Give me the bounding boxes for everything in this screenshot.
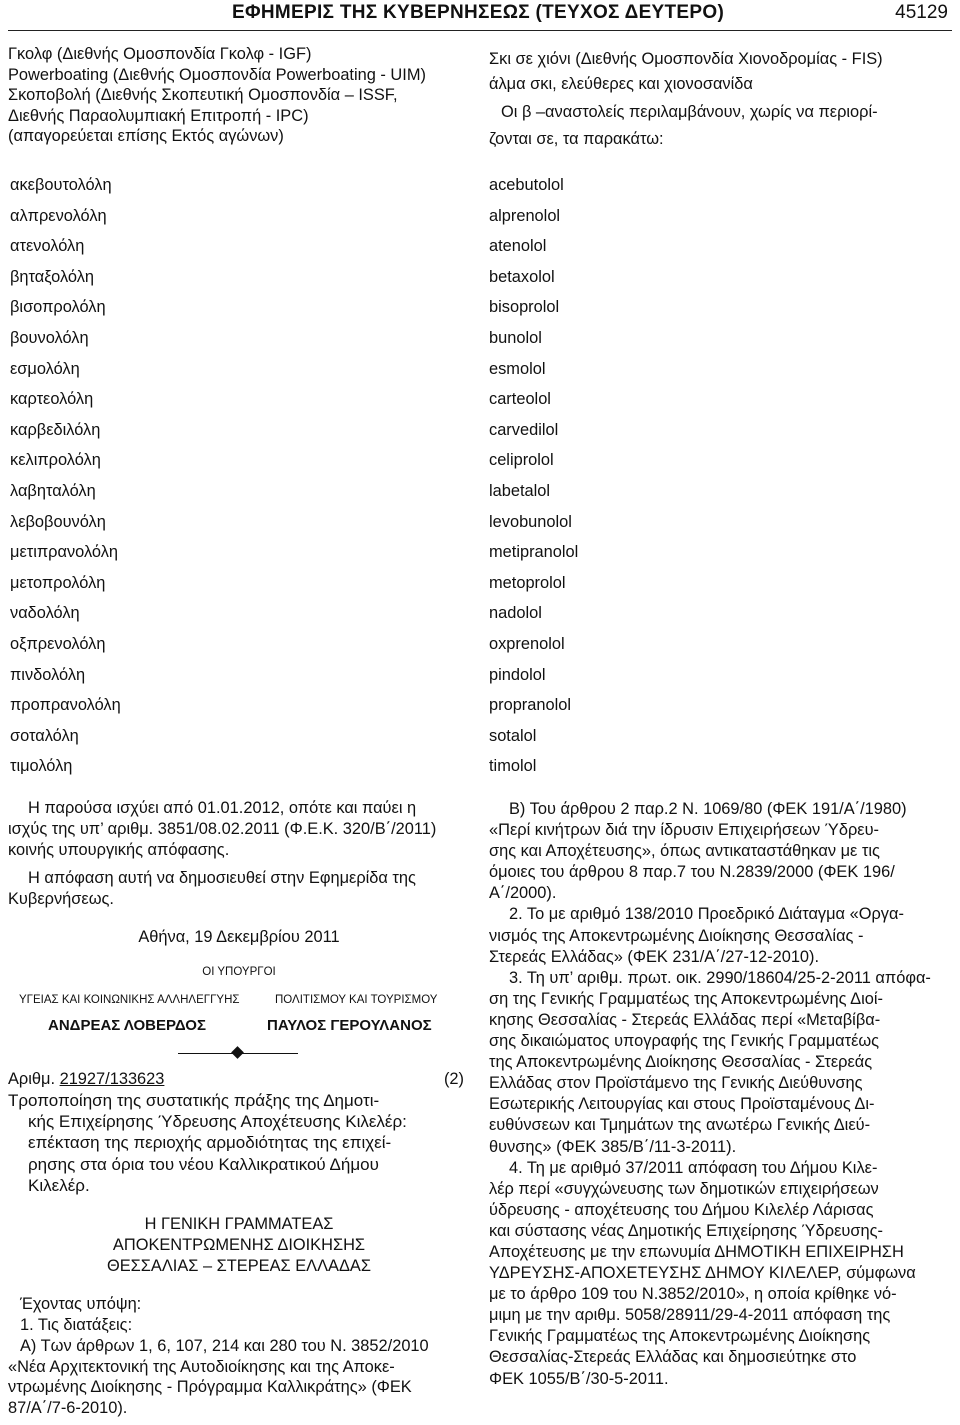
drug-list-item: ακεβουτολόλη: [10, 176, 112, 194]
body-line: ΦΕΚ 1055/Β΄/30-5-2011.: [489, 1369, 669, 1388]
body-line: Β) Του άρθρου 2 παρ.2 Ν. 1069/80 (ΦΕΚ 191/Α΄/1980): [509, 800, 907, 818]
body-line: ση της Γενικής Γραμματέως της Αποκεντρωμένης Διοί-: [489, 989, 883, 1008]
drug-list-item: μετιπρανολόλη: [10, 543, 119, 562]
decision-title: [8, 1090, 470, 1196]
signatory-right-role: ΠΟΛΙΤΙΣΜΟΥ ΚΑΙ ΤΟΥΡΙΣΜΟΥ: [275, 994, 438, 1006]
body-line: με το άρθρο 109 του Ν.3852/2010», η οποία κρίθηκε νό-: [489, 1285, 897, 1304]
drug-list-item: metoprolol: [489, 573, 566, 592]
body-line: 3. Τη υπ’ αριθμ. πρωτ. οικ. 2990/18604/25-2-2011 απόφα-: [509, 968, 931, 987]
decision-title-line: Τροποποίηση της συστατικής πράξης της Δημοτι-: [8, 1091, 380, 1110]
drug-list-item: εσμολόλη: [10, 359, 80, 378]
body-line: ευθύνσεων και Τμημάτων της ανωτέρω Γενικής Διεύ-: [489, 1116, 871, 1135]
item-a-line: «Νέα Αρχιτεκτονική της Αυτοδιοίκησης και της Αποκε-: [8, 1357, 395, 1376]
body-line: νισμός της Αποκεντρωμένης Διοίκησης Θεσσαλίας -: [489, 926, 864, 945]
header-rule: [8, 30, 952, 31]
body-line: Εσωτερικής Λειτουργίας και στους Προϊσταμένους Δι-: [489, 1095, 875, 1114]
drug-list-item: αλπρενολόλη: [10, 206, 107, 225]
drug-list-greek: [10, 170, 121, 782]
decision-title-line: ρησης στα όρια του νέου Καλλικρατικού Δήμου: [28, 1154, 379, 1174]
item-a-line: ντρωμένης Διοίκησης - Πρόγραμμα Καλλικράτης» (ΦΕΚ: [8, 1378, 412, 1397]
decision-title-line: Κιλελέρ.: [28, 1175, 90, 1195]
authority-block: [8, 1214, 470, 1277]
drug-list-item: sotalol: [489, 726, 537, 745]
body-line: μιμη με την αριθμ. 5058/28911/29-4-2011 απόφαση της: [489, 1306, 891, 1325]
publish-cont: [8, 889, 470, 910]
signatory-left-role: ΥΓΕΙΑΣ ΚΑΙ ΚΟΙΝΩΝΙΚΗΣ ΑΛΛΗΛΕΓΓΥΗΣ: [19, 994, 240, 1006]
drug-list-item: oxprenolol: [489, 634, 565, 653]
drug-list-item: ατενολόλη: [10, 237, 85, 256]
body-line: λέρ περί «συγχώνευσης των δημοτικών επιχειρήσεων: [489, 1179, 879, 1198]
intro-line: Γκολφ (Διεθνής Ομοσπονδία Γκολφ - IGF): [8, 45, 312, 63]
body-line: Γενικής Γραμματέως της Αποκεντρωμένης Διοίκησης: [489, 1327, 871, 1346]
right-body: [489, 799, 952, 1390]
validity-line: Η παρούσα ισχύει από 01.01.2012, οπότε και παύει η: [28, 799, 417, 817]
body-line: όμοιες του άρθρου 8 παρ.7 του Ν.2839/2000 (ΦΕΚ 196/: [489, 863, 895, 882]
body-line: Ελλάδας στον Προϊστάμενο της Γενικής Διεύθυνσης: [489, 1074, 863, 1093]
drug-list-item: bunolol: [489, 328, 542, 347]
body-line: ύδρευσης - αποχέτευσης του Δήμου Κιλελέρ Λάρισας: [489, 1200, 874, 1219]
decision-number-prefix: Αριθμ.: [8, 1070, 56, 1088]
drug-list-item: βισοπρολόλη: [10, 298, 106, 317]
decision-title-line: επέκταση της περιοχής αρμοδιότητας της επιχεί-: [28, 1133, 392, 1153]
right-intro: [489, 47, 952, 152]
page-header: [0, 0, 960, 30]
publish-line: Κυβερνήσεως.: [8, 890, 114, 908]
gazette-title: ΕΦΗΜΕΡΙΣ ΤΗΣ ΚΥΒΕΡΝΗΣΕΩΣ (ΤΕΥΧΟΣ ΔΕΥΤΕΡΟ): [232, 2, 725, 23]
body-line: Α΄/2000).: [489, 884, 557, 903]
having-regard: Έχοντας υπόψη:: [20, 1295, 142, 1313]
validity-line: ισχύς της υπ’ αριθμ. 3851/08.02.2011 (Φ.Ε.Κ. 320/Β΄/2011): [8, 820, 437, 838]
authority-line: ΑΠΟΚΕΝΤΡΩΜΕΝΗΣ ΔΙΟΙΚΗΣΗΣ: [112, 1236, 366, 1254]
drug-list-item: labetalol: [489, 481, 551, 500]
drug-list-item: pindolol: [489, 665, 546, 684]
intro-line: Διεθνής Παραολυμπιακή Επιτροπή - IPC): [8, 106, 309, 125]
drug-list-item: timolol: [489, 757, 537, 776]
drug-list-item: τιμολόλη: [10, 757, 73, 776]
intro-line: Powerboating (Διεθνής Ομοσπονδία Powerboating - UIM): [8, 65, 426, 84]
drug-list-item: propranolol: [489, 696, 572, 715]
ministers-label: ΟΙ ΥΠΟΥΡΓΟΙ: [202, 966, 276, 978]
drug-list-latin: [489, 170, 578, 782]
drug-list-item: carteolol: [489, 390, 551, 409]
drug-list-item: levobunolol: [489, 512, 572, 531]
date-line: Αθήνα, 19 Δεκεμβρίου 2011: [138, 928, 340, 946]
drug-list-item: metipranolol: [489, 543, 579, 562]
body-line: και σύστασης νέας Δημοτικής Επιχείρησης Ύδρευσης-: [489, 1221, 883, 1240]
drug-list-item: atenolol: [489, 237, 547, 256]
provisions-item: 1. Τις διατάξεις:: [20, 1316, 133, 1334]
body-line: Στερεάς Ελλάδας» (ΦΕΚ 231/Α΄/27-12-2010).: [489, 947, 820, 966]
publish-line: Η απόφαση αυτή να δημοσιευθεί στην Εφημερίδα της: [28, 869, 416, 887]
drug-list-item: βηταξολόλη: [10, 267, 95, 286]
left-intro: [8, 44, 470, 147]
signatory-right-name: ΠΑΥΛΟΣ ΓΕΡΟΥΛΑΝΟΣ: [267, 1017, 432, 1034]
drug-list-item: κελιπρολόλη: [10, 451, 101, 470]
drug-list-item: μετοπρολόλη: [10, 573, 106, 592]
body-line: 4. Τη με αριθμό 37/2011 απόφαση του Δήμου Κιλε-: [509, 1158, 878, 1177]
drug-list-item: καρβεδιλόλη: [10, 420, 101, 439]
validity-line: κοινής υπουργικής απόφασης.: [8, 840, 230, 859]
body-line: ΥΔΡΕΥΣΗΣ-ΑΠΟΧΕΤΕΥΣΗΣ ΔΗΜΟΥ ΚΙΛΕΛΕΡ, σύμφωνα: [489, 1264, 916, 1283]
item-a-line: 87/Α΄/7-6-2010).: [8, 1398, 128, 1417]
intro-line: Σκι σε χιόνι (Διεθνής Ομοσπονδία Χιονοδρομίας - FIS): [489, 50, 883, 68]
drug-list-item: carvedilol: [489, 420, 559, 439]
body-line: σης και Αποχέτευσης», όπως αντικαταστάθηκαν με τις: [489, 842, 880, 861]
intro-line: Σκοποβολή (Διεθνής Σκοπευτική Ομοσπονδία – ISSF,: [8, 86, 398, 105]
item-a: [8, 1336, 470, 1418]
item-a-line: Α) Των άρθρων 1, 6, 107, 214 και 280 του Ν. 3852/2010: [20, 1337, 429, 1355]
validity-cont: [8, 819, 470, 860]
drug-list-item: ναδολόλη: [10, 604, 80, 623]
drug-list-item: esmolol: [489, 359, 546, 378]
drug-list-item: alprenolol: [489, 206, 561, 225]
publish-paragraph: [28, 868, 470, 889]
drug-list-item: καρτεολόλη: [10, 390, 94, 409]
validity-paragraph: [28, 798, 470, 819]
body-line: της Αποκεντρωμένης Διοίκησης Θεσσαλίας - Στερεάς: [489, 1053, 873, 1072]
drug-list-item: betaxolol: [489, 267, 555, 286]
intro-line: ζονται σε, τα παρακάτω:: [489, 130, 664, 148]
drug-list-item: λεβοβουνόλη: [10, 512, 106, 531]
decision-title-line: κής Επιχείρησης Ύδρευσης Αποχέτευσης Κιλελέρ:: [28, 1112, 407, 1132]
decision-seq: (2): [443, 1070, 464, 1088]
drug-list-item: celiprolol: [489, 451, 554, 470]
intro-line: (απαγορεύεται επίσης Εκτός αγώνων): [8, 127, 284, 146]
authority-line: Η ΓΕΝΙΚΗ ΓΡΑΜΜΑΤΕΑΣ: [144, 1215, 334, 1233]
signatory-left-name: ΑΝΔΡΕΑΣ ΛΟΒΕΡΔΟΣ: [48, 1017, 206, 1034]
drug-list-item: bisoprolol: [489, 298, 560, 317]
drug-list-item: σοταλόλη: [10, 726, 79, 745]
body-line: θυνσης» (ΦΕΚ 385/Β΄/11-3-2011).: [489, 1137, 737, 1156]
body-line: Αποχέτευσης με την επωνυμία ΔΗΜΟΤΙΚΗ ΕΠΙΧΕΙΡΗΣΗ: [489, 1242, 904, 1261]
body-line: 2. Το με αριθμό 138/2010 Προεδρικό Διάταγμα «Οργα-: [509, 905, 904, 924]
drug-list-item: πινδολόλη: [10, 665, 86, 684]
decision-number-row: [8, 1069, 470, 1090]
drug-list-item: acebutolol: [489, 176, 564, 194]
divider-diamond-icon: [231, 1046, 244, 1059]
drug-list-item: λαβηταλόλη: [10, 481, 96, 500]
decision-number: 21927/133623: [59, 1070, 165, 1088]
body-line: σης δικαιώματος υπογραφής της Γενικής Γραμματέως: [489, 1032, 880, 1051]
intro-line: Οι β –αναστολείς περιλαμβάνουν, χωρίς να περιορί-: [501, 103, 878, 121]
drug-list-item: βουνολόλη: [10, 328, 89, 347]
body-line: κησης Θεσσαλίας - Στερεάς Ελλάδας περί «Μεταβίβα-: [489, 1010, 881, 1029]
drug-list-item: nadolol: [489, 604, 542, 623]
drug-list-item: προπρανολόλη: [10, 696, 121, 715]
intro-line: άλμα σκι, ελεύθερες και χιονοσανίδα: [489, 75, 753, 93]
body-line: «Περί κινήτρων διά την ίδρυσιν Επιχειρήσεων Ύδρευ-: [489, 821, 880, 840]
drug-list-item: οξπρενολόλη: [10, 634, 106, 653]
page-number: 45129: [895, 2, 948, 23]
authority-line: ΘΕΣΣΑΛΙΑΣ – ΣΤΕΡΕΑΣ ΕΛΛΑΔΑΣ: [106, 1257, 371, 1275]
body-line: Θεσσαλίας-Στερεάς Ελλάδας και δημοσιεύτηκε στο: [489, 1348, 857, 1367]
